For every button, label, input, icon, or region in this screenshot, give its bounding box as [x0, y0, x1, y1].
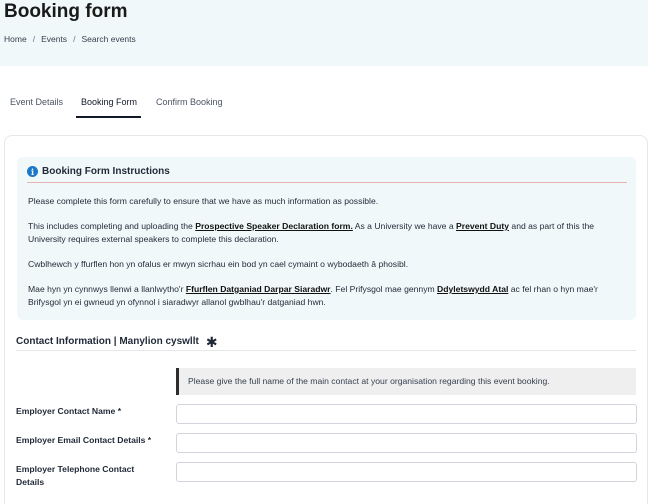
- tab-bar: [0, 96, 648, 118]
- breadcrumb-home[interactable]: Home: [4, 34, 27, 44]
- employer-telephone-label: Employer Telephone Contact Details: [16, 464, 135, 487]
- tab-confirm-booking[interactable]: Confirm Booking: [156, 97, 223, 107]
- instructions-title-text: Booking Form Instructions: [42, 166, 170, 177]
- employer-contact-name-label: Employer Contact Name *: [16, 406, 122, 416]
- ffurflen-datganiad-link[interactable]: Ffurflen Datganiad Darpar Siaradwr: [185, 284, 331, 294]
- prevent-duty-link[interactable]: Prevent Duty: [456, 221, 510, 231]
- page-header: [0, 0, 648, 66]
- contact-name-hint: Please give the full name of the main contact at your organisation regarding this event booking.: [176, 368, 636, 395]
- contact-section-title: Contact Information | Manylion cyswllt: [16, 336, 199, 347]
- page-title: Booking form: [4, 1, 128, 22]
- instructions-panel: [17, 157, 636, 320]
- required-asterisk-icon: ✱: [205, 333, 218, 350]
- employer-email-input[interactable]: [176, 433, 637, 453]
- employer-email-label: Employer Email Contact Details *: [16, 435, 152, 445]
- instructions-paragraph-2: This includes completing and uploading the Prospective Speaker Declaration form. As a University we have a Prevent Duty and as part of this the University requires external speakers to complete this declaration.: [28, 221, 595, 244]
- info-icon: i: [27, 166, 38, 177]
- tab-event-details[interactable]: Event Details: [10, 97, 64, 107]
- instructions-paragraph-4: Mae hyn yn cynnwys llenwi a llanlwytho'r Ffurflen Datganiad Darpar Siaradwr. Fel Prifysgol mae gennym Ddyletswydd Atal ac fel rhan o hyn mae'r Brifysgol yn ei gwneud yn ofynnol i siaradwyr allanol gwblhau'r datganiad hwn.: [28, 284, 598, 307]
- breadcrumb-separator: /: [32, 34, 36, 44]
- instructions-paragraph-1: Please complete this form carefully to ensure that we have as much information as possible.: [28, 196, 379, 206]
- instructions-paragraph-3: Cwblhewch y ffurflen hon yn ofalus er mwyn sicrhau ein bod yn cael cymaint o wybodaeth â phosibl.: [28, 259, 409, 269]
- employer-telephone-input[interactable]: [176, 462, 637, 482]
- breadcrumb-separator: /: [73, 34, 76, 44]
- instructions-divider: [27, 182, 627, 183]
- instructions-title: [27, 166, 170, 177]
- contact-section-heading: [16, 333, 218, 350]
- tab-booking-form[interactable]: Booking Form: [76, 96, 141, 118]
- employer-contact-name-input[interactable]: [176, 404, 637, 424]
- section-divider: [16, 350, 636, 351]
- speaker-declaration-link[interactable]: Prospective Speaker Declaration form.: [195, 221, 353, 231]
- breadcrumb: [4, 34, 136, 44]
- breadcrumb-events[interactable]: Events: [41, 34, 68, 44]
- dyletswydd-atal-link[interactable]: Ddyletswydd Atal: [437, 284, 509, 294]
- breadcrumb-current: Search events: [81, 34, 136, 44]
